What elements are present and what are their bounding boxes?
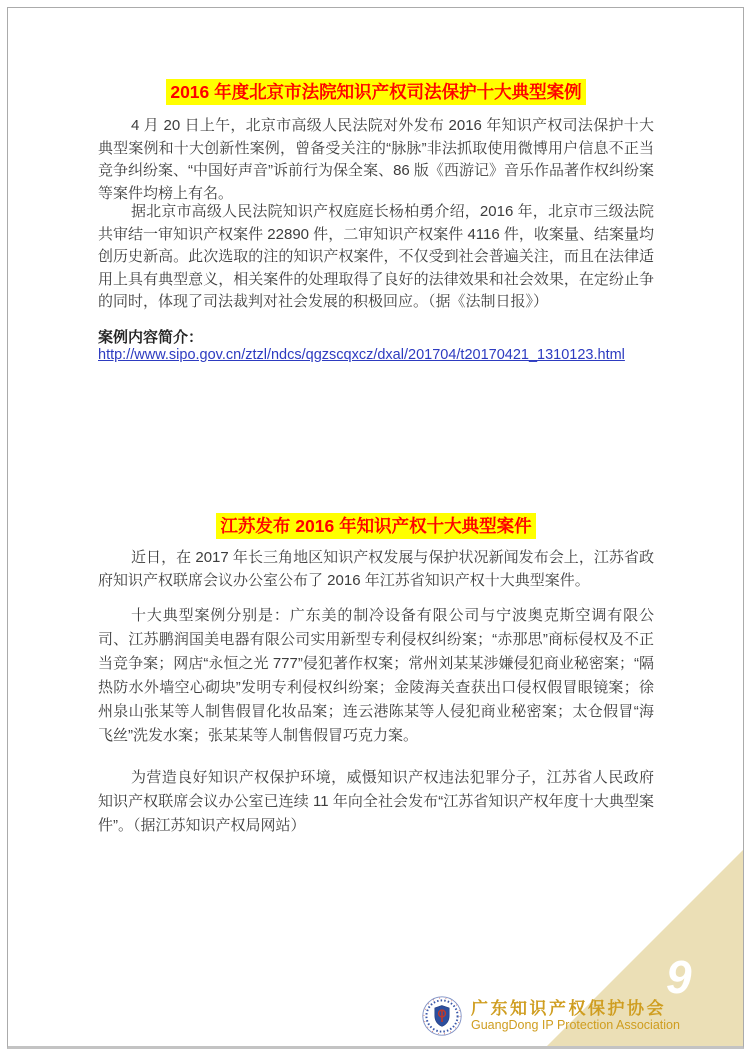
document-page — [7, 7, 744, 1049]
section2-title-text: 江苏发布 2016 年知识产权十大典型案件 — [216, 513, 535, 539]
section1-paragraph-1: 4 月 20 日上午，北京市高级人民法院对外发布 2016 年知识产权司法保护十大典型案例和十大创新性案例，曾备受关注的“脉脉”非法抓取使用微博用户信息不正当竞争纠纷案、“中国好声音”诉前行为保全案、86 版《西游记》音乐作品著作权纠纷案等案件均榜上有名。 — [98, 117, 654, 202]
section2-paragraph-1: 近日，在 2017 年长三角地区知识产权发展与保护状况新闻发布会上，江苏省政府知识产权联席会议办公室公布了 2016 年江苏省知识产权十大典型案件。 — [98, 549, 654, 589]
association-name-cn: 广东知识产权保护协会 — [471, 998, 666, 1018]
section1-title-text: 2016 年度北京市法院知识产权司法保护十大典型案例 — [166, 79, 585, 105]
association-name — [471, 1000, 680, 1033]
section2-title — [98, 513, 654, 539]
footer — [422, 994, 680, 1038]
page-number: 9 — [666, 951, 692, 1003]
case-summary-label: 案例内容简介： — [98, 329, 204, 346]
association-logo-icon — [422, 996, 462, 1036]
section1-title — [98, 79, 654, 105]
section1-paragraph-2: 据北京市高级人民法院知识产权庭庭长杨柏勇介绍，2016 年，北京市三级法院共审结一审知识产权案件 22890 件，二审知识产权案件 4116 件，收案量、结案量均创历史新高。此次选取的注的知识产权案件，不仅受到社会普遍关注，而且在法律适用上具有典型意义，相关案件的处理取得了良好的法律效果和社会效果，在定纷止争的同时，体现了司法裁判对社会发展的积极回应。（据《法制日报》） — [98, 203, 654, 310]
association-name-en: GuangDong IP Protection Association — [471, 1017, 680, 1032]
section2-paragraph-2: 十大典型案例分别是：广东美的制冷设备有限公司与宁波奥克斯空调有限公司、江苏鹏润国美电器有限公司实用新型专利侵权纠纷案；“赤那思”商标侵权及不正当竞争案；网店“永恒之光 777”侵犯著作权案；常州刘某某涉嫌侵犯商业秘密案；“隔热防水外墙空心砌块”发明专利侵权纠纷案；金陵海关查获出口侵权假冒眼镜案；徐州泉山张某等人制售假冒化妆品案；连云港陈某等人侵犯商业秘密案；太仓假冒“海飞丝”洗发水案；张某某等人制售假冒巧克力案。 — [98, 607, 654, 744]
case-summary-link[interactable]: http://www.sipo.gov.cn/ztzl/ndcs/qgzscqxcz/dxal/201704/t20170421_1310123.html — [98, 347, 625, 363]
case-summary-link-row — [98, 346, 654, 364]
section2-paragraph-3: 为营造良好知识产权保护环境，威慑知识产权违法犯罪分子，江苏省人民政府知识产权联席会议办公室已连续 11 年向全社会发布“江苏省知识产权年度十大典型案件”。（据江苏知识产权局网站） — [98, 769, 654, 834]
